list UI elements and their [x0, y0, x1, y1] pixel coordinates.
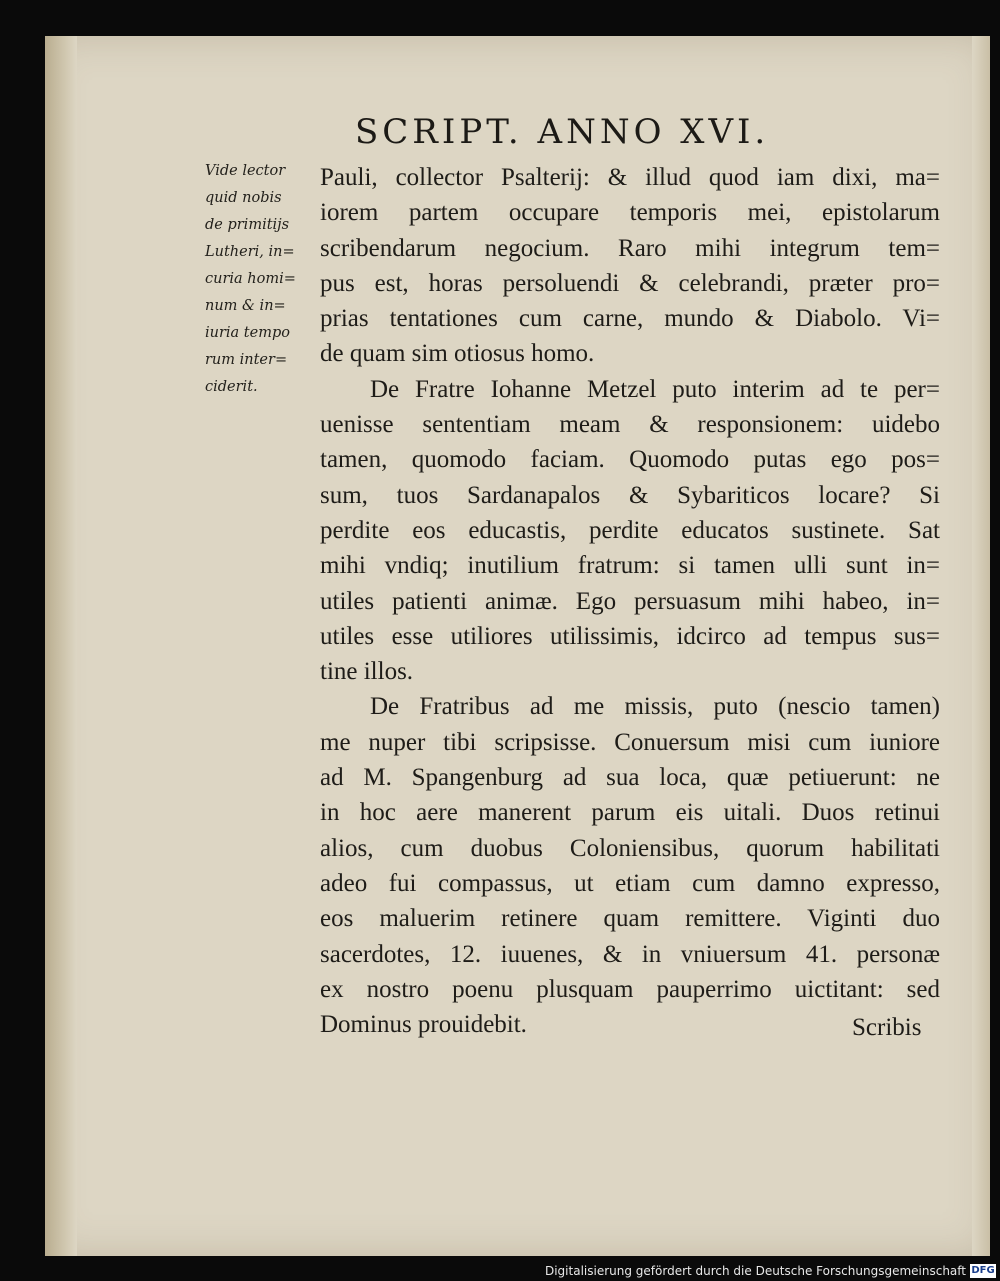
- page-edge-shadow: [972, 36, 990, 1256]
- body-text: [320, 160, 940, 1042]
- marginal-note-line: Lutheri, in=: [205, 244, 295, 260]
- marginal-note-line: Vide lector: [205, 163, 286, 179]
- funding-credit: Digitalisierung gefördert durch die Deutsche Forschungsgemeinschaft: [544, 1264, 966, 1278]
- body-line: utiles patienti animæ. Ego persuasum mihi habeo, in=: [320, 587, 940, 615]
- marginal-note-line: quid nobis: [205, 190, 282, 206]
- body-line: perdite eos educastis, perdite educatos sustinete. Sat: [320, 516, 940, 544]
- body-line: tine illos.: [320, 658, 414, 686]
- body-line: uenisse sententiam meam & responsionem: uidebo: [320, 411, 940, 439]
- body-line: sacerdotes, 12. iuuenes, & in vniuersum 41. personæ: [320, 940, 940, 968]
- page-gutter-shadow: [45, 36, 77, 1256]
- body-line: me nuper tibi scripsisse. Conuersum misi cum iuniore: [320, 728, 940, 756]
- body-line: iorem partem occupare temporis mei, epistolarum: [320, 199, 940, 227]
- catchword: Scribis: [852, 1014, 922, 1041]
- marginal-note-line: de primitijs: [205, 217, 290, 233]
- body-line: scribendarum negocium. Raro mihi integrum tem=: [320, 234, 940, 262]
- body-line: Dominus prouidebit.: [320, 1011, 527, 1039]
- body-line: in hoc aere manerent parum eis uitali. Duos retinui: [320, 799, 940, 827]
- marginal-note-line: rum inter=: [205, 352, 288, 368]
- body-line: de quam sim otiosus homo.: [320, 340, 595, 368]
- body-line: adeo fui compassus, ut etiam cum damno expresso,: [320, 869, 940, 897]
- marginal-note: [205, 158, 323, 401]
- body-line: De Fratre Iohanne Metzel puto interim ad te per=: [370, 375, 940, 403]
- body-line: pus est, horas persoluendi & celebrandi, præter pro=: [320, 269, 940, 297]
- footer-bar: [0, 1259, 1000, 1281]
- body-line: mihi vndiq; inutilium fratrum: si tamen ulli sunt in=: [320, 552, 940, 580]
- body-line: sum, tuos Sardanapalos & Sybariticos locare? Si: [320, 481, 940, 509]
- dfg-logo-icon: DFG: [971, 1265, 995, 1276]
- body-line: utiles esse utiliores utilissimis, idcirco ad tempus sus=: [320, 622, 940, 650]
- marginal-note-line: ciderit.: [205, 379, 258, 395]
- body-line: ad M. Spangenburg ad sua loca, quæ petiuerunt: ne: [320, 764, 940, 792]
- body-line: ex nostro poenu plusquam pauperrimo uictitant: sed: [320, 975, 940, 1003]
- body-line: De Fratribus ad me missis, puto (nescio tamen): [370, 693, 940, 721]
- marginal-note-line: num & in=: [205, 298, 286, 314]
- body-line: prias tentationes cum carne, mundo & Diabolo. Vi=: [320, 305, 940, 333]
- body-line: Pauli, collector Psalterij: & illud quod iam dixi, ma=: [320, 164, 940, 191]
- running-head: SCRIPT. ANNO XVI.: [355, 112, 770, 152]
- marginal-note-line: iuria tempo: [205, 325, 290, 341]
- body-line: tamen, quomodo faciam. Quomodo putas ego pos=: [320, 446, 940, 474]
- body-line: alios, cum duobus Coloniensibus, quorum habilitati: [320, 834, 940, 862]
- marginal-note-line: curia homi=: [205, 271, 296, 287]
- body-line: eos maluerim retinere quam remittere. Viginti duo: [320, 905, 940, 933]
